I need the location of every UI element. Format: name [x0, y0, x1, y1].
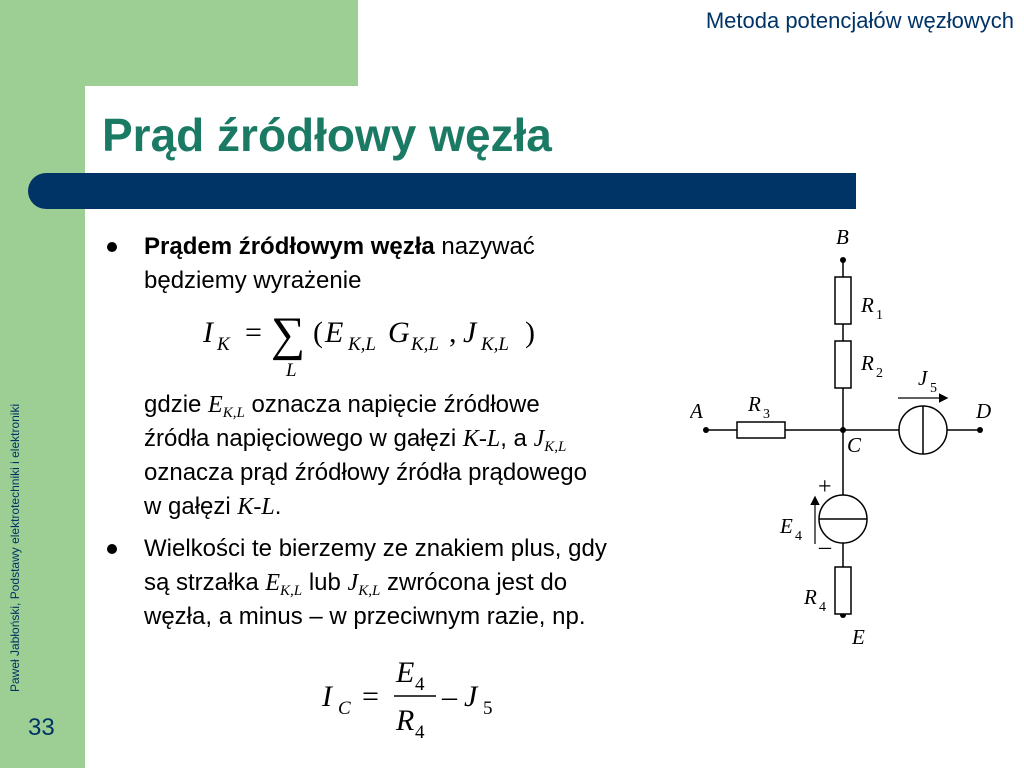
- resistor-R2: [835, 341, 851, 388]
- svg-text:4: 4: [415, 674, 425, 695]
- svg-text:K: K: [217, 334, 230, 355]
- formula-example: [318, 650, 518, 748]
- svg-text:1: 1: [876, 308, 883, 323]
- svg-text:R: R: [861, 351, 874, 375]
- slide-title: Prąd źródłowy węzła: [102, 109, 552, 161]
- svg-text:L: L: [286, 360, 297, 381]
- svg-text:C: C: [847, 433, 862, 457]
- svg-text:K,L: K,L: [481, 334, 509, 355]
- node-B: [840, 257, 846, 263]
- svg-text:4: 4: [795, 529, 802, 544]
- svg-text:(: (: [313, 316, 323, 349]
- bullet-marker-1: [107, 242, 117, 252]
- para-line2: źródła napięciowego w gałęzi K-L, a $J_{K,L}$: [144, 425, 567, 455]
- svg-text:=: =: [362, 680, 379, 713]
- svg-text:R: R: [861, 293, 874, 317]
- svg-text:I: I: [203, 316, 213, 349]
- resistor-R3: [737, 422, 785, 438]
- svg-text:R: R: [804, 585, 817, 609]
- svg-text:2: 2: [876, 366, 883, 381]
- bullet2-line2: są strzałka $E_{K,L}$ lub $J_{K,L}$ zwrócona jest do: [144, 569, 568, 599]
- svg-text:B: B: [836, 225, 849, 249]
- top-band: [85, 0, 358, 86]
- svg-text:5: 5: [930, 381, 937, 396]
- resistor-R1: [835, 277, 851, 324]
- svg-text:J: J: [918, 366, 928, 390]
- bullet1-line2: będziemy wyrażenie: [144, 267, 362, 294]
- node-D: [977, 427, 983, 433]
- svg-text:K,L: K,L: [348, 334, 376, 355]
- svg-text:K,L: K,L: [411, 334, 439, 355]
- bullet1-line1: Prądem źródłowym węzła nazywać: [144, 233, 535, 260]
- svg-text:): ): [525, 316, 535, 349]
- svg-text:4: 4: [415, 722, 425, 743]
- header-title: Metoda potencjałów węzłowych: [705, 8, 1014, 33]
- svg-text:5: 5: [483, 698, 493, 719]
- node-A: [703, 427, 709, 433]
- title-underline-bar: [28, 173, 856, 209]
- svg-text:4: 4: [819, 600, 826, 615]
- svg-text:–: –: [442, 680, 457, 713]
- svg-text:A: A: [690, 399, 703, 423]
- page-number: 33: [28, 714, 55, 741]
- svg-text:J: J: [463, 316, 477, 349]
- svg-text:C: C: [338, 698, 351, 719]
- para-line3: oznacza prąd źródłowy źródła prądowego: [144, 459, 587, 486]
- svg-text:R: R: [396, 704, 415, 737]
- svg-text:I: I: [322, 680, 332, 713]
- svg-text:R: R: [748, 392, 761, 416]
- svg-text:–: –: [819, 534, 831, 560]
- svg-text:3: 3: [763, 407, 770, 422]
- bullet2-line1: Wielkości te bierzemy ze znakiem plus, gdy: [144, 535, 607, 562]
- resistor-R4: [835, 567, 851, 614]
- bold-term: Prądem źródłowym węzła: [144, 233, 435, 260]
- svg-text:E: E: [852, 625, 865, 649]
- svg-text:E: E: [396, 656, 415, 689]
- svg-text:+: +: [818, 474, 832, 500]
- bullet-marker-2: [107, 544, 117, 554]
- bullet2-line3: węzła, a minus – w przeciwnym razie, np.: [144, 603, 586, 630]
- svg-text:E: E: [780, 514, 793, 538]
- author-footer: Paweł Jabłoński, Podstawy elektrotechniki i elektroniki: [8, 403, 22, 692]
- svg-text:J: J: [464, 680, 478, 713]
- formula-sum: [195, 300, 555, 384]
- svg-text:D: D: [976, 399, 992, 423]
- svg-text:E: E: [325, 316, 344, 349]
- svg-text:∑: ∑: [271, 308, 306, 361]
- svg-text:,: ,: [449, 316, 457, 349]
- node-C: [840, 427, 846, 433]
- para-line4: w gałęzi K-L.: [144, 493, 282, 520]
- circuit-diagram: [690, 220, 1010, 650]
- svg-text:=: =: [245, 316, 262, 349]
- svg-text:G: G: [388, 316, 410, 349]
- para-line1: gdzie $E_{K,L}$ oznacza napięcie źródłowe: [144, 391, 540, 421]
